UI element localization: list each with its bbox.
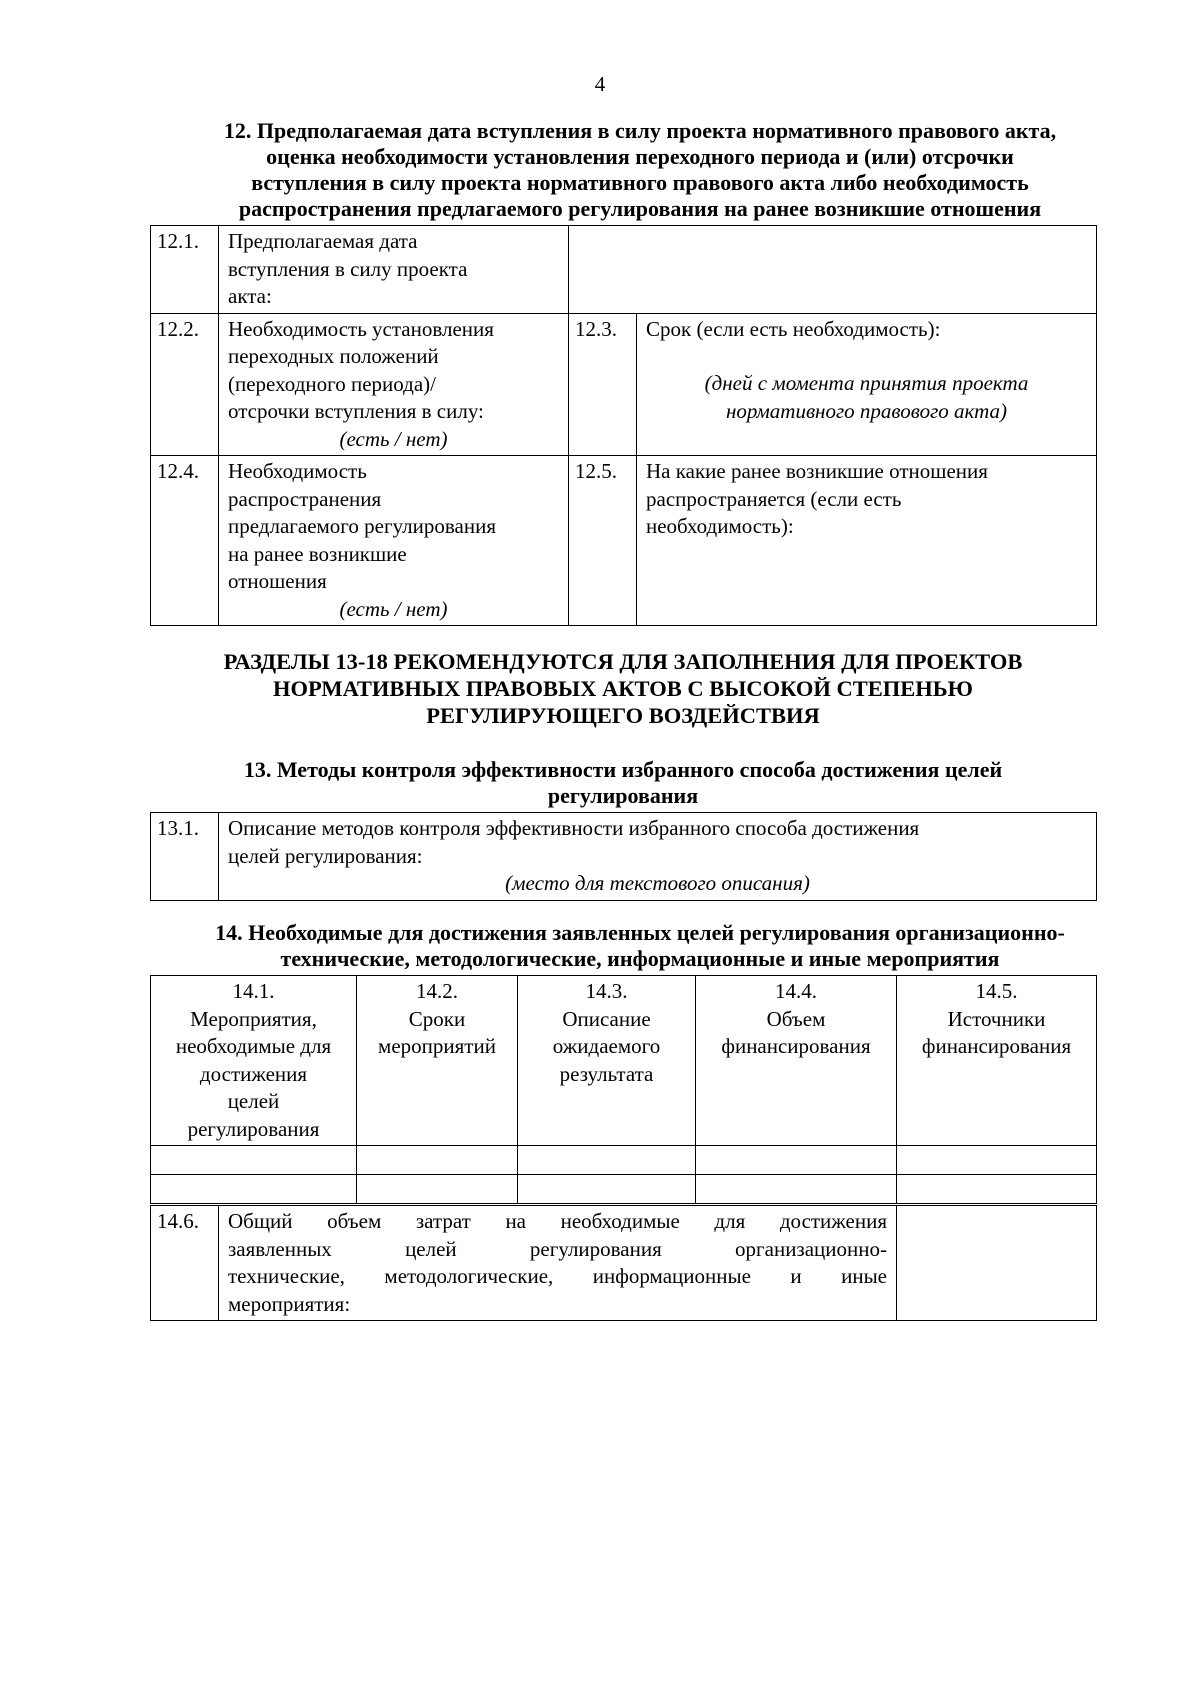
table-cell[interactable] <box>151 1175 357 1204</box>
section-14-title <box>150 920 1130 972</box>
banner-line: РАЗДЕЛЫ 13-18 РЕКОМЕНДУЮТСЯ ДЛЯ ЗАПОЛНЕНИЯ ДЛЯ ПРОЕКТОВ <box>223 649 1023 674</box>
table-header-row <box>151 976 1097 1146</box>
table-row <box>151 1206 1097 1321</box>
column-number: 14.4. <box>775 979 817 1003</box>
text-line: распространения <box>228 486 382 511</box>
control-methods-cell[interactable] <box>219 813 1097 901</box>
table-cell[interactable] <box>518 1175 696 1204</box>
column-number: 14.1. <box>232 979 275 1003</box>
column-title-line: финансирования <box>721 1034 871 1058</box>
section-14-table <box>150 975 1097 1204</box>
text-line: Описание методов контроля эффективности избранного способа достижения <box>228 816 920 840</box>
text-line: акта: <box>228 284 272 308</box>
text-line: На какие ранее возникшие отношения <box>646 459 988 483</box>
section-13-title-line: 13. Методы контроля эффективности избранного способа достижения целей <box>243 757 1003 782</box>
column-title-line: Источники <box>947 1006 1046 1031</box>
table-cell[interactable] <box>897 1175 1097 1204</box>
section-12-title-line: оценка необходимости установления переходного периода и (или) отсрочки <box>266 144 1014 169</box>
table-cell[interactable] <box>151 1146 357 1175</box>
text-line: (переходного периода)/ <box>228 371 436 396</box>
banner-line: РЕГУЛИРУЮЩЕГО ВОЗДЕЙСТВИЯ <box>426 703 820 728</box>
column-number: 14.5. <box>975 979 1018 1003</box>
text-line: необходимость): <box>646 514 794 538</box>
table-row <box>151 226 1097 314</box>
text-line: Необходимость установления <box>228 316 494 341</box>
column-number: 14.3. <box>585 979 628 1003</box>
text-line: вступления в силу проекта <box>228 256 468 281</box>
column-header-measures <box>151 976 357 1146</box>
text-line: Предполагаемая дата <box>228 229 418 253</box>
column-title-line: финансирования <box>921 1034 1072 1058</box>
row-number: 14.6. <box>151 1206 219 1321</box>
table-cell[interactable] <box>696 1146 897 1175</box>
column-header-funding-volume <box>696 976 897 1146</box>
column-title-line: регулирования <box>187 1116 320 1141</box>
text-line-content: Общий объем затрат на необходимые для достижения <box>228 1209 887 1233</box>
text-line <box>228 1236 887 1264</box>
column-header-funding-sources <box>897 976 1097 1146</box>
text-line: предлагаемого регулирования <box>228 514 496 538</box>
column-number: 14.2. <box>416 979 458 1003</box>
retroactive-relations-cell[interactable] <box>637 456 1097 626</box>
yes-no-note: (есть / нет) <box>339 426 448 451</box>
table-cell[interactable] <box>696 1175 897 1204</box>
section-12-title-line: 12. Предполагаемая дата вступления в силу проекта нормативного правового акта, <box>223 118 1057 143</box>
term-note: нормативного правового акта) <box>726 398 1007 423</box>
text-line: отсрочки вступления в силу: <box>228 399 484 423</box>
column-title-line: Сроки <box>408 1006 466 1031</box>
table-cell[interactable] <box>518 1146 696 1175</box>
entry-date-value[interactable] <box>569 226 1097 314</box>
text-line <box>228 1208 887 1236</box>
row-number: 12.4. <box>151 456 219 626</box>
column-title-line: Объем <box>766 1006 826 1031</box>
text-line: Срок (если есть необходимость): <box>646 316 941 341</box>
text-line: переходных положений <box>228 344 439 368</box>
banner-line: НОРМАТИВНЫХ ПРАВОВЫХ АКТОВ С ВЫСОКОЙ СТЕПЕНЬЮ <box>273 676 973 701</box>
section-13-title-line: регулирования <box>547 783 699 808</box>
text-line: на ранее возникшие <box>228 541 407 566</box>
column-title-line: ожидаемого <box>552 1034 661 1058</box>
table-cell[interactable] <box>357 1175 518 1204</box>
table-row <box>151 1146 1097 1175</box>
column-header-terms <box>357 976 518 1146</box>
row-number: 12.5. <box>569 456 637 626</box>
section-12-title <box>150 118 1130 222</box>
column-title-line: Мероприятия, <box>190 1006 317 1031</box>
text-line: целей регулирования: <box>228 843 423 868</box>
table-row <box>151 313 1097 456</box>
row-number: 12.1. <box>151 226 219 314</box>
table-row <box>151 813 1097 901</box>
section-14-title-line: технические, методологические, информационные и иные мероприятия <box>280 946 1000 971</box>
column-title-line: мероприятий <box>378 1034 496 1058</box>
section-12-table <box>150 225 1097 626</box>
text-line: Необходимость <box>228 459 367 483</box>
section-13-table <box>150 812 1097 901</box>
section-14-title-line: 14. Необходимые для достижения заявленных целей регулирования организационно- <box>215 920 1065 945</box>
retroactive-label <box>219 456 569 626</box>
text-line-content: заявленных целей регулирования организационно- <box>228 1236 887 1261</box>
table-cell[interactable] <box>897 1146 1097 1175</box>
page-number: 4 <box>594 72 606 96</box>
term-note: (дней с момента принятия проекта <box>704 371 1029 395</box>
sections-13-18-banner <box>150 648 1096 729</box>
column-header-result <box>518 976 696 1146</box>
column-title-line: необходимые для <box>175 1034 332 1058</box>
column-title-line: Описание <box>562 1006 651 1031</box>
table-cell[interactable] <box>357 1146 518 1175</box>
text-line-content: технические, методологические, информационные и иные <box>228 1264 887 1288</box>
row-number: 13.1. <box>151 813 219 901</box>
transition-term-cell[interactable] <box>637 313 1097 456</box>
column-title-line: результата <box>559 1061 654 1086</box>
section-14-total-table <box>150 1205 1097 1321</box>
yes-no-note: (есть / нет) <box>339 596 448 621</box>
section-12-title-line: вступления в силу проекта нормативного правового акта либо необходимость <box>251 170 1029 195</box>
table-row <box>151 1175 1097 1204</box>
column-title-line: достижения <box>199 1061 308 1086</box>
text-description-note: (место для текстового описания) <box>505 871 810 895</box>
text-line <box>228 1263 887 1291</box>
section-13-title <box>150 757 1096 809</box>
total-costs-value[interactable] <box>897 1206 1097 1321</box>
text-line: мероприятия: <box>228 1291 351 1316</box>
text-line: распространяется (если есть <box>646 486 902 511</box>
row-number: 12.2. <box>151 313 219 456</box>
text-line: отношения <box>228 569 327 593</box>
row-number: 12.3. <box>569 313 637 456</box>
table-row <box>151 456 1097 626</box>
column-title-line: целей <box>227 1089 280 1113</box>
section-12-title-line: распространения предлагаемого регулирования на ранее возникшие отношения <box>238 196 1042 221</box>
entry-date-label <box>219 226 569 314</box>
total-costs-label <box>219 1206 897 1321</box>
transition-period-label <box>219 313 569 456</box>
